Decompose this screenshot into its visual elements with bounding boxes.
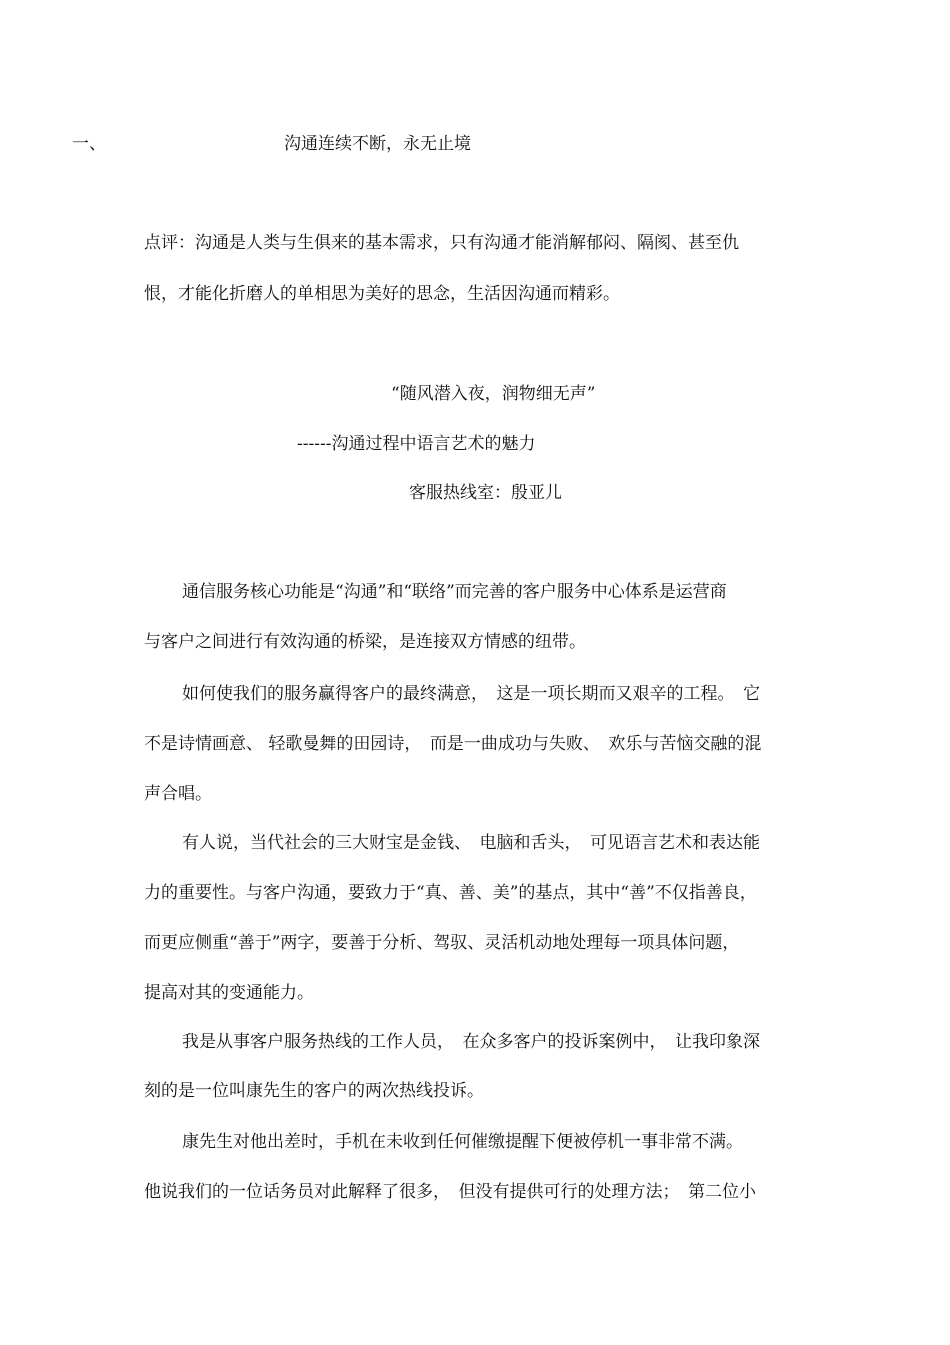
body-line: 提高对其的变通能力。 — [144, 983, 314, 1003]
body-line: 不是诗情画意、 轻歌曼舞的田园诗， 而是一曲成功与失败、 欢乐与苦恼交融的混 — [144, 734, 762, 754]
review-line: 点评：沟通是人类与生俱来的基本需求，只有沟通才能消解郁闷、隔阂、甚至仇 — [144, 233, 739, 253]
article-subtitle: ------沟通过程中语言艺术的魅力 — [297, 434, 536, 454]
article-author: 客服热线室：殷亚儿 — [409, 483, 562, 503]
body-line: 与客户之间进行有效沟通的桥梁，是连接双方情感的纽带。 — [144, 632, 586, 652]
body-line: 通信服务核心功能是“沟通”和“联络”而完善的客户服务中心体系是运营商 — [182, 582, 727, 602]
body-line: 有人说，当代社会的三大财宝是金钱、 电脑和舌头， 可见语言艺术和表达能 — [182, 833, 760, 853]
body-line: 而更应侧重“善于”两字，要善于分析、驾驭、灵活机动地处理每一项具体问题， — [144, 933, 740, 953]
section-heading: 沟通连续不断，永无止境 — [284, 134, 471, 154]
article-title: “随风潜入夜，润物细无声” — [391, 384, 596, 404]
section-number: 一、 — [72, 134, 106, 154]
body-line: 康先生对他出差时，手机在未收到任何催缴提醒下便被停机一事非常不满。 — [182, 1132, 743, 1152]
body-line: 如何使我们的服务赢得客户的最终满意， 这是一项长期而又艰辛的工程。 它 — [182, 684, 760, 704]
body-line: 他说我们的一位话务员对此解释了很多， 但没有提供可行的处理方法； 第二位小 — [144, 1182, 756, 1202]
body-line: 力的重要性。与客户沟通，要致力于“真、善、美”的基点，其中“善”不仅指善良， — [144, 883, 757, 903]
review-line: 恨，才能化折磨人的单相思为美好的思念，生活因沟通而精彩。 — [144, 284, 620, 304]
body-line: 声合唱。 — [144, 784, 212, 804]
body-line: 刻的是一位叫康先生的客户的两次热线投诉。 — [144, 1081, 484, 1101]
body-line: 我是从事客户服务热线的工作人员， 在众多客户的投诉案例中， 让我印象深 — [182, 1032, 760, 1052]
